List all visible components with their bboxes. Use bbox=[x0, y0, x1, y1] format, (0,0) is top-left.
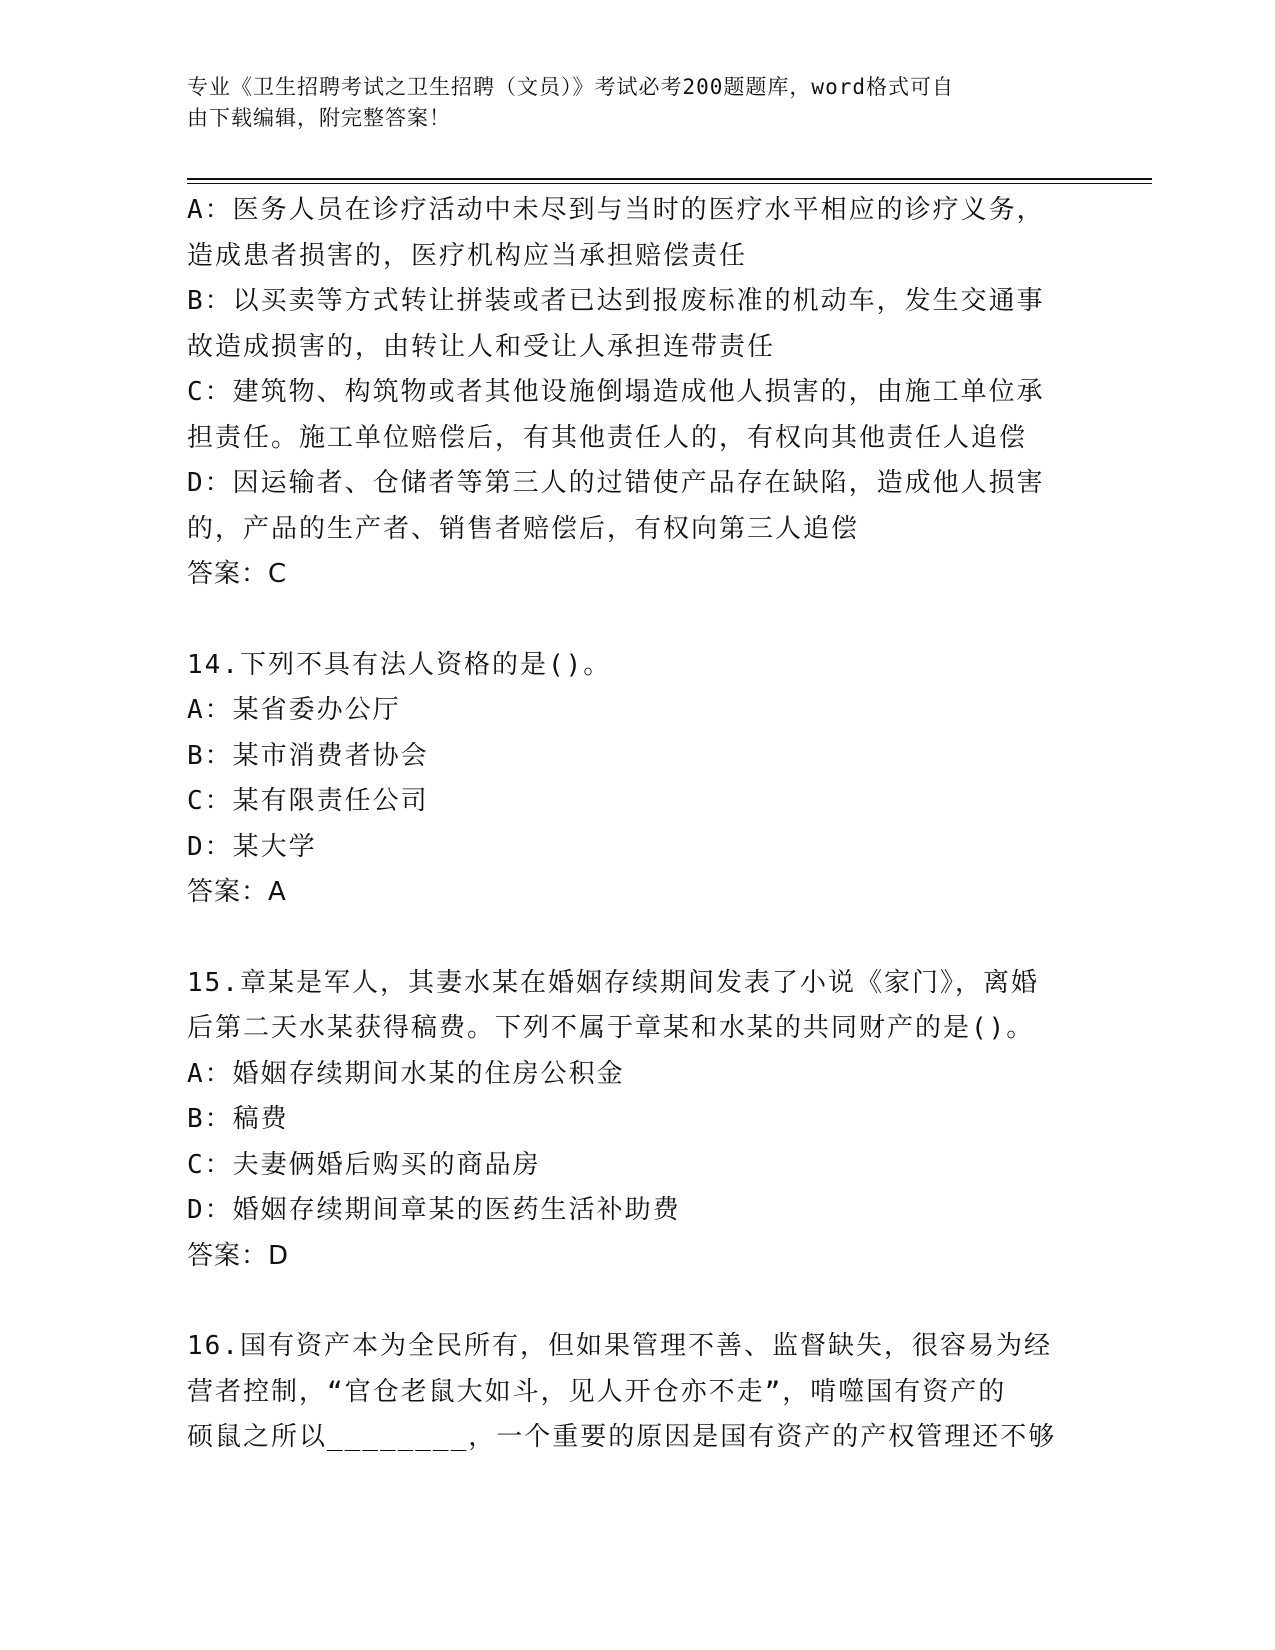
question-stem-line-1: 16.国有资产本为全民所有，但如果管理不善、监督缺失，很容易为经 bbox=[187, 1331, 1052, 1361]
spacer bbox=[187, 916, 1087, 961]
option-b-line-1: B：以买卖等方式转让拼装或者已达到报废标准的机动车，发生交通事 bbox=[187, 286, 1045, 316]
answer-15: 答案：D bbox=[187, 1240, 290, 1271]
header-divider-thick bbox=[187, 178, 1152, 180]
header-divider-thin bbox=[187, 183, 1152, 184]
question-stem-line-2: 营者控制，“官仓老鼠大如斗，见人开仓亦不走”，啃噬国有资产的 bbox=[187, 1376, 1007, 1407]
question-13-continued bbox=[187, 188, 1087, 598]
question-stem-line-1: 15.章某是军人，其妻水某在婚姻存续期间发表了小说《家门》，离婚 bbox=[187, 967, 1039, 998]
header-title-line-1: 专业《卫生招聘考试之卫生招聘（文员）》考试必考200题题库，word格式可自 bbox=[187, 75, 954, 99]
option-d: D：某大学 bbox=[187, 831, 317, 862]
option-c: C：夫妻俩婚后购买的商品房 bbox=[187, 1149, 541, 1180]
option-b: B：稿费 bbox=[187, 1104, 289, 1134]
question-content bbox=[187, 188, 1087, 1461]
question-16 bbox=[187, 1324, 1087, 1461]
spacer bbox=[187, 1279, 1087, 1324]
option-a-line-2: 造成患者损害的，医疗机构应当承担赔偿责任 bbox=[187, 240, 748, 271]
option-b: B：某市消费者协会 bbox=[187, 740, 429, 771]
answer-14: 答案：A bbox=[187, 877, 287, 907]
answer-13: 答案：C bbox=[187, 559, 288, 589]
question-stem-line-3: 硕鼠之所以________，一个重要的原因是国有资产的产权管理还不够 bbox=[187, 1422, 1057, 1452]
spacer bbox=[187, 598, 1087, 643]
option-d-line-1: D：因运输者、仓储者等第三人的过错使产品存在缺陷，造成他人损害 bbox=[187, 468, 1045, 498]
option-c-line-1: C：建筑物、构筑物或者其他设施倒塌造成他人损害的，由施工单位承 bbox=[187, 377, 1045, 407]
option-c: C：某有限责任公司 bbox=[187, 786, 429, 816]
option-a-line-1: A：医务人员在诊疗活动中未尽到与当时的医疗水平相应的诊疗义务， bbox=[187, 195, 1045, 225]
option-c-line-2: 担责任。施工单位赔偿后，有其他责任人的，有权向其他责任人追偿 bbox=[187, 422, 1028, 453]
header-title-line-2: 由下载编辑，附完整答案！ bbox=[187, 106, 451, 130]
option-d-line-2: 的，产品的生产者、销售者赔偿后，有权向第三人追偿 bbox=[187, 513, 860, 544]
option-a: A：某省委办公厅 bbox=[187, 695, 401, 725]
question-14 bbox=[187, 643, 1087, 916]
option-b-line-2: 故造成损害的，由转让人和受让人承担连带责任 bbox=[187, 331, 776, 362]
question-stem-line-2: 后第二天水某获得稿费。下列不属于章某和水某的共同财产的是()。 bbox=[187, 1013, 1035, 1043]
option-a: A：婚姻存续期间水某的住房公积金 bbox=[187, 1058, 625, 1089]
option-d: D：婚姻存续期间章某的医药生活补助费 bbox=[187, 1195, 681, 1225]
document-header bbox=[187, 72, 1067, 134]
question-15 bbox=[187, 961, 1087, 1280]
question-stem: 14.下列不具有法人资格的是()。 bbox=[187, 649, 612, 680]
